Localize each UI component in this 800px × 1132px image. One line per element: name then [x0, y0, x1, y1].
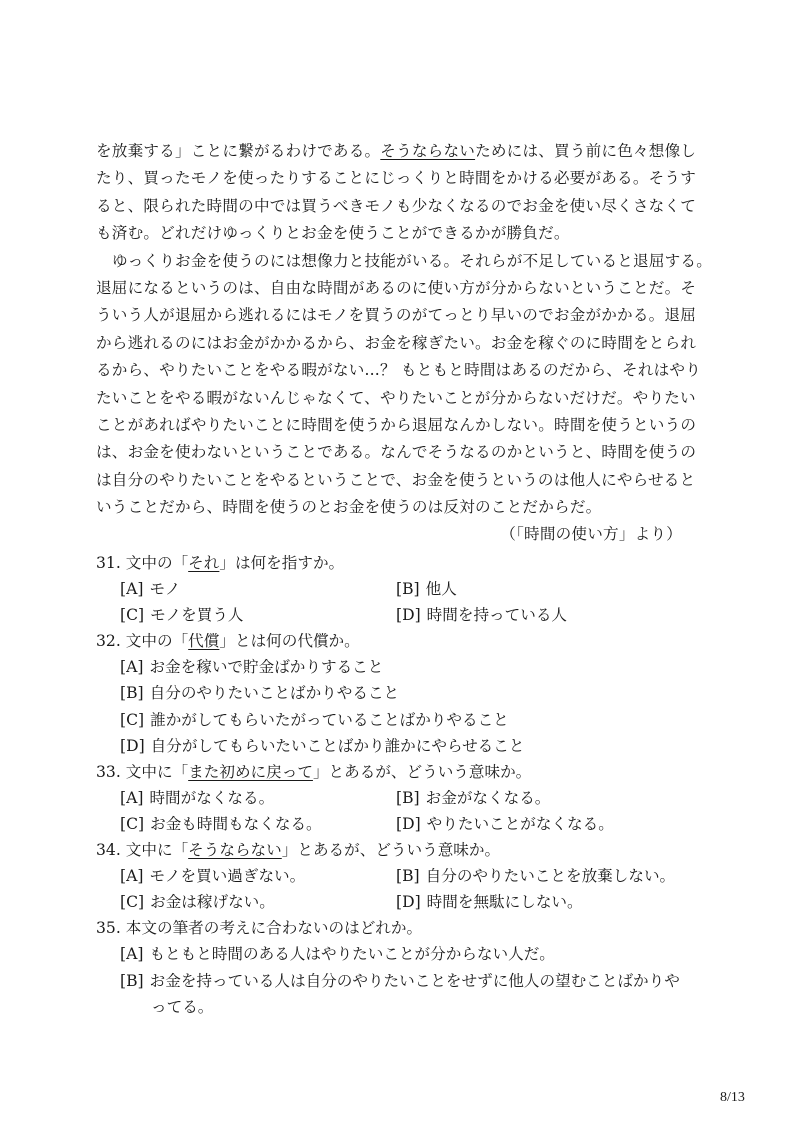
question-35-stem: 35. 本文の筆者の考えに合わないのはどれか。: [96, 915, 716, 941]
option-33-c[interactable]: [C] お金も時間もなくなる。: [120, 814, 322, 833]
question-number: 32.: [96, 632, 121, 651]
question-list: [96, 550, 716, 1020]
option-35-b-continuation: ってる。: [151, 997, 214, 1016]
option-row: [96, 785, 716, 811]
passage-line: ゆっくりお金を使うのには想像力と技能がいる。それらが不足していると退屈する。: [112, 251, 713, 270]
option-31-b[interactable]: [B] 他人: [396, 580, 457, 599]
question-33-stem: 33. 文中に「また初めに戻って」とあるが、どういう意味か。: [96, 759, 716, 785]
option-33-b[interactable]: [B] お金がなくなる。: [396, 788, 551, 807]
question-32-stem: 32. 文中の「代償」とは何の代償か。: [96, 628, 716, 654]
reading-passage: [96, 138, 713, 549]
question-number: 31.: [96, 554, 121, 572]
page-number: 8/13: [720, 1090, 745, 1105]
option-34-d[interactable]: [D] 時間を無駄にしない。: [396, 893, 583, 912]
question-keyword: また初めに戻って: [188, 762, 313, 781]
question-keyword: そうならない: [188, 841, 282, 860]
passage-line: を放棄する」ことに繋がるわけである。そうならないためには、買う前に色々想像し: [96, 142, 697, 160]
question-keyword: 代償: [188, 632, 220, 651]
passage-line: も済む。どれだけゆっくりとお金を使うことができるかが勝負だ。: [96, 224, 570, 243]
passage-line: は、お金を使わないということである。なんでそうなるのかというと、時間を使うの: [96, 443, 697, 462]
passage-line: るから、やりたいことをやる暇がない...？ もともと時間はあるのだから、それはやり: [96, 361, 701, 380]
option-31-a[interactable]: [A] モノ: [120, 580, 181, 599]
question-keyword: それ: [188, 554, 220, 572]
passage-line: 退屈になるというのは、自由な時間があるのに使い方が分からないということだ。そ: [96, 278, 697, 297]
option-34-b[interactable]: [B] 自分のやりたいことを放棄しない。: [396, 867, 676, 886]
question-number: 35.: [96, 919, 121, 938]
option-32-d[interactable]: [D] 自分がしてもらいたいことばかり誰かにやらせること: [120, 736, 525, 755]
option-34-a[interactable]: [A] モノを買い過ぎない。: [120, 867, 306, 886]
passage-source: （「時間の使い方」より）: [500, 525, 682, 544]
option-row: [96, 889, 716, 915]
passage-line: ると、限られた時間の中では買うべきモノも少なくなるのでお金を使い尽くさなくて: [96, 196, 697, 215]
option-34-c[interactable]: [C] お金は稼げない。: [120, 893, 275, 912]
passage-line: たいことをやる暇がないんじゃなくて、やりたいことが分からないだけだ。やりたい: [96, 388, 696, 407]
option-32-a[interactable]: [A] お金を稼いで貯金ばかりすること: [120, 658, 384, 677]
passage-line: から逃れるのにはお金がかかるから、お金を稼ぎたい。お金を稼ぐのに時間をとられ: [96, 333, 697, 352]
question-31-stem: 31. 文中の「それ」は何を指すか。: [96, 550, 716, 576]
passage-line: は自分のやりたいことをやるということで、お金を使うというのは他人にやらせると: [96, 470, 696, 489]
option-35-a[interactable]: [A] もともと時間のある人はやりたいことが分からない人だ。: [120, 945, 555, 964]
passage-line: ことがあればやりたいことに時間を使うから退屈なんかしない。時間を使うというの: [96, 415, 697, 434]
question-number: 34.: [96, 841, 121, 860]
question-34-stem: 34. 文中に「そうならない」とあるが、どういう意味か。: [96, 837, 716, 863]
passage-line: たり、買ったモノを使ったりすることにじっくりと時間をかける必要がある。そうす: [96, 169, 697, 188]
option-33-a[interactable]: [A] 時間がなくなる。: [120, 788, 275, 807]
passage-line: ういう人が退屈から逃れるにはモノを買うのがてっとり早いのでお金がかかる。退屈: [96, 306, 697, 325]
option-row: [96, 811, 716, 837]
option-32-b[interactable]: [B] 自分のやりたいことばかりやること: [120, 684, 400, 703]
option-row: [96, 576, 716, 602]
question-number: 33.: [96, 762, 121, 781]
option-33-d[interactable]: [D] やりたいことがなくなる。: [396, 814, 614, 833]
option-row: [96, 863, 716, 889]
underlined-phrase: そうならない: [380, 142, 476, 160]
option-35-b[interactable]: [B] お金を持っている人は自分のやりたいことをせずに他人の望むことばかりや: [120, 971, 680, 990]
option-31-c[interactable]: [C] モノを買う人: [120, 606, 244, 625]
option-row: [96, 602, 716, 628]
option-31-d[interactable]: [D] 時間を持っている人: [396, 606, 568, 625]
option-32-c[interactable]: [C] 誰かがしてもらいたがっていることばかりやること: [120, 710, 509, 729]
passage-line: いうことだから、時間を使うのとお金を使うのは反対のことだからだ。: [96, 498, 602, 517]
